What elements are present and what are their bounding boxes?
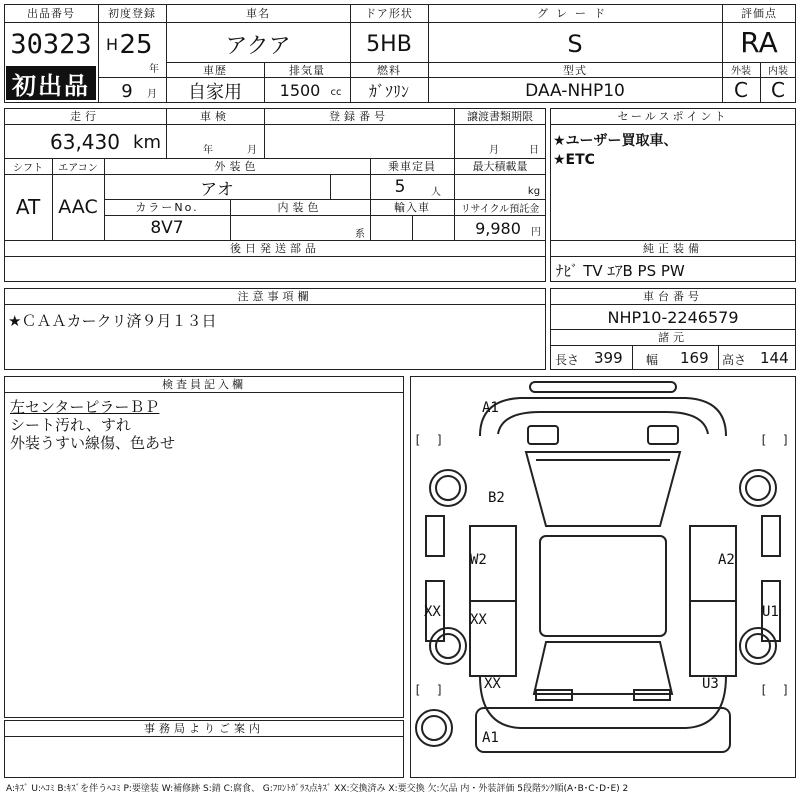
- capacity: 5: [394, 177, 406, 197]
- load-unit: kg: [527, 185, 541, 197]
- inspector-line-3: 外装うすい線傷、色あせ: [10, 434, 176, 452]
- first-reg-year: 25: [119, 30, 153, 60]
- grade-label: グレード: [537, 7, 613, 20]
- color-label: 外装色: [214, 160, 260, 173]
- sales-point-line-1: ★ユーザー買取車、: [553, 133, 678, 149]
- interior-color-unit: 系: [355, 228, 365, 240]
- month-unit: 月: [147, 88, 157, 100]
- color-no-label: カラーNo.: [135, 201, 199, 214]
- equipment-title: 純正装備: [643, 242, 703, 255]
- recycle-unit: 円: [531, 226, 541, 238]
- length-value: 399: [594, 349, 623, 367]
- era: H: [105, 34, 119, 54]
- damage-mark-a2: A2: [718, 552, 735, 568]
- svg-text:[: [: [414, 683, 422, 697]
- chassis-title: 車台番号: [643, 290, 703, 303]
- exterior-color: アオ: [200, 179, 234, 200]
- notes-text: ★ＣＡＡカークリ済９月１３日: [8, 312, 217, 330]
- height-value: 144: [760, 349, 789, 367]
- air-conditioner: AAC: [58, 196, 98, 218]
- door-type: 5HB: [366, 31, 412, 57]
- ac-label: エアコン: [58, 162, 98, 174]
- notes-title: 注意事項欄: [237, 290, 313, 303]
- car-outline-diagram: [410, 376, 796, 778]
- displacement: 1500: [279, 81, 321, 100]
- first-reg-month: 9: [121, 80, 133, 102]
- lot-number-label: 出品番号: [27, 7, 75, 20]
- displacement-label: 排気量: [289, 63, 325, 77]
- mileage-unit: km: [133, 131, 161, 153]
- chassis-number: NHP10-2246579: [607, 307, 739, 327]
- regno-label: 登録番号: [329, 110, 389, 123]
- shift-label: シフト: [13, 162, 43, 174]
- mileage-label: 走行: [70, 110, 100, 123]
- damage-mark-b2: B2: [488, 490, 505, 506]
- inspector-title: 検査員記入欄: [162, 378, 246, 391]
- inspection-label: 車検: [200, 110, 230, 123]
- damage-mark-xx-mid: XX: [470, 612, 487, 628]
- sales-point-title: セールスポイント: [617, 110, 729, 123]
- svg-text:[: [: [760, 433, 768, 447]
- interior-color-label: 内装色: [277, 201, 323, 214]
- transfer-day-unit: 日: [529, 144, 539, 156]
- car-name: アクア: [225, 33, 291, 59]
- damage-mark-a1-front: A1: [482, 400, 499, 416]
- fuel-label: 燃料: [377, 63, 401, 77]
- recycle-label: リサイクル預託金: [460, 203, 540, 215]
- dimensions-title: 諸元: [658, 331, 688, 344]
- ext-grade: C: [734, 78, 748, 102]
- capacity-label: 乗車定員: [388, 160, 436, 173]
- displacement-unit: cc: [330, 86, 342, 98]
- capacity-unit: 人: [431, 186, 441, 198]
- ext-grade-label: 外装: [731, 66, 751, 77]
- length-label: 長さ: [555, 353, 580, 367]
- transfer-label: 譲渡書類期限: [467, 110, 533, 123]
- recycle-fee: 9,980: [475, 218, 521, 238]
- damage-mark-xx-low: XX: [484, 676, 501, 692]
- shift: AT: [15, 195, 41, 219]
- first-listing-badge: 初出品: [6, 66, 96, 100]
- svg-text:[: [: [760, 683, 768, 697]
- svg-text:]: ]: [436, 683, 444, 697]
- svg-text:[: [: [414, 433, 422, 447]
- damage-mark-w2: W2: [470, 552, 487, 568]
- damage-mark-a1-rear: A1: [482, 730, 499, 746]
- width-label: 幅: [646, 353, 659, 367]
- equipment-value: ﾅﾋﾞ TV ｴｱB PS PW: [556, 262, 685, 280]
- grade: S: [567, 30, 583, 58]
- door-label: ドア形状: [365, 7, 413, 20]
- model-label: 型式: [563, 63, 587, 77]
- int-grade: C: [771, 78, 785, 102]
- history-label: 車歴: [203, 63, 227, 77]
- import-label: 輸入車: [394, 201, 430, 214]
- first-reg-label: 初度登録: [108, 7, 156, 20]
- inspection-year-unit: 年: [203, 144, 213, 156]
- inspection-month-unit: 月: [247, 144, 257, 156]
- load-label: 最大積載量: [472, 160, 528, 173]
- color-no: 8V7: [150, 218, 184, 238]
- score-label: 評価点: [741, 7, 777, 20]
- sales-point-line-2: ★ETC: [553, 152, 595, 168]
- office-title: 事務局よりご案内: [144, 722, 264, 735]
- damage-legend: A:ｷｽﾞ U:ﾍｺﾐ B:ｷｽﾞを伴うﾍｺﾐ P:要塗装 W:補修跡 S:錆 C:腐食、 G:ﾌﾛﾝﾄｶﾞﾗｽ点ｷｽﾞ XX:交換済み X:要交換 欠:欠品 内・外装評価 5段階ﾗﾝｸ順(A･B･C･D･E) 2: [6, 784, 629, 794]
- width-value: 169: [680, 349, 709, 367]
- year-unit: 年: [149, 63, 159, 75]
- score: RA: [740, 25, 778, 59]
- inspector-line-1: 左センターピラーＢＰ: [10, 398, 160, 416]
- mileage: 63,430: [50, 130, 120, 154]
- svg-text:]: ]: [436, 433, 444, 447]
- vehicle-history: 自家用: [188, 81, 242, 103]
- transfer-month-unit: 月: [489, 144, 499, 156]
- fuel: ｶﾞｿﾘﾝ: [368, 82, 409, 101]
- inspector-line-2: シート汚れ、すれ: [10, 416, 131, 434]
- svg-text:]: ]: [782, 683, 790, 697]
- lot-number: 30323: [10, 28, 92, 60]
- damage-mark-u3: U3: [702, 676, 719, 692]
- damage-mark-xx-left: XX: [424, 604, 441, 620]
- model-code: DAA-NHP10: [525, 80, 625, 101]
- int-grade-label: 内装: [768, 66, 788, 77]
- svg-text:]: ]: [782, 433, 790, 447]
- damage-mark-u1: U1: [762, 604, 779, 620]
- height-label: 高さ: [722, 353, 747, 367]
- car-name-label: 車名: [246, 7, 270, 20]
- later-parts-label: 後日発送部品: [230, 242, 320, 255]
